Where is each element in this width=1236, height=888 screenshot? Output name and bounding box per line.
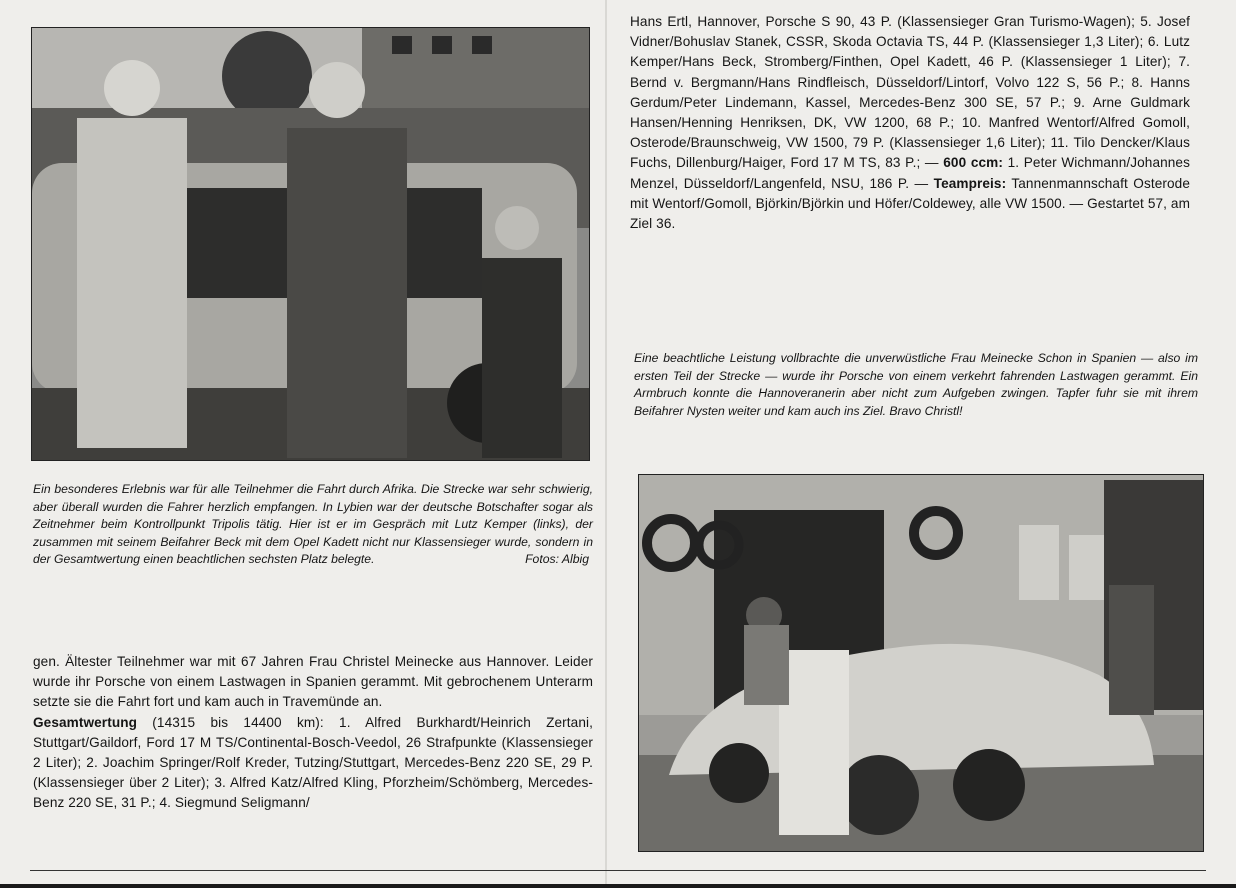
photo-caption-tripolis (33, 481, 593, 569)
team-prize-heading: Teampreis: (933, 175, 1007, 191)
photo-credit: Fotos: Albig (525, 552, 589, 566)
caption-text-meinecke: Eine beachtliche Leistung vollbrachte die unverwüstliche Frau Meinecke Schon in Spanien — also im ersten Teil der Strecke — wurde ihr Porsche von einem verkehrt fahrenden Lastwagen gerammt. Ein Armbruch konnte die Hannoveranerin aber nicht zum Aufgeben zwingen. Tapfer fuhr sie mit ihrem Beifahrer Nysten weiter und kam auch ins Ziel. Bravo Christl! (634, 351, 1198, 418)
bottom-rule (30, 870, 1206, 871)
photo-porsche-garage (638, 474, 1204, 852)
article-column-left (33, 652, 593, 814)
scan-edge (0, 884, 1236, 888)
photo-tripolis-image (32, 28, 589, 460)
photo-caption-meinecke (634, 350, 1198, 420)
page-fold (605, 0, 607, 888)
caption-text: Ein besonderes Erlebnis war für alle Teilnehmer die Fahrt durch Afrika. Die Strecke war sehr schwierig, aber überall wurden die Fahrer herzlich empfangen. In Lybien war der deutsche Botschafter sogar als Zeitnehmer beim Kontrollpunkt Tripolis tätig. Hier ist er im Gespräch mit Lutz Kemper (links), der zusammen mit seinem Beifahrer Beck mit dem Opel Kadett nicht nur Klassensieger wurde, sondern in der Gesamtwertung einen beachtlichen sechsten Platz belegte. (33, 482, 593, 566)
results-heading: Gesamtwertung (33, 714, 138, 730)
team-prize-text: Tannenmannschaft Osterode mit Wentorf/Gomoll, Björkin/Björkin und Höfer/Coldewey, alle VW 1500. — Gestartet 57, am Ziel 36. (630, 175, 1190, 232)
article-column-right (630, 12, 1190, 234)
class-600-text: 1. Peter Wichmann/Johannes Menzel, Düsseldorf/Langenfeld, NSU, 186 P. — (630, 155, 1190, 191)
results-continued: Hans Ertl, Hannover, Porsche S 90, 43 P. (Klassensieger Gran Turismo-Wagen); 5. Josef Vidner/Bohuslav Stanek, CSSR, Skoda Octavia TS, 44 P. (Klassensieger 1,3 Liter); 6. Lutz Kemper/Hans Beck, Stromberg/Finthen, Opel Kadett, 46 P. (Klassensieger 1 Liter); 7. Bernd v. Bergmann/Hans Rindfleisch, Düsseldorf/Lintorf, Volvo 122 S, 56 P.; 8. Hanns Gerdum/Peter Lindemann, Kassel, Mercedes-Benz 300 SE, 57 P.; 9. Arne Guldmark Hansen/Henning Henriksen, DK, VW 1200, 68 P.; 10. Manfred Wentorf/Alfred Gomoll, Osterode/Braunschweig, VW 1500, 79 P. (Klassensieger 1,6 Liter); 11. Tilo Dencker/Klaus Fuchs, Dillenburg/Haiger, Ford 17 M TS, 83 P.; — (630, 14, 1190, 171)
article-intro: gen. Ältester Teilnehmer war mit 67 Jahren Frau Christel Meinecke aus Hannover. Leider wurde ihr Porsche von einem Lastwagen in Spanien gerammt. Mit gebrochenem Unterarm setzte sie die Fahrt fort und kam auch in Travemünde an. (33, 654, 593, 710)
photo-porsche-image (639, 475, 1203, 851)
class-600-heading: 600 ccm: (943, 155, 1003, 171)
photo-tripolis-checkpoint (31, 27, 590, 461)
results-text: (14315 bis 14400 km): 1. Alfred Burkhardt/Heinrich Zertani, Stuttgart/Gaildorf, Ford 17 M TS/Continental-Bosch-Veedol, 26 Strafpunkte (Klassensieger 2 Liter); 2. Joachim Springer/Rolf Kreder, Tutzing/Stuttgart, Mercedes-Benz 220 SE, 29 P. (Klassensieger über 2 Liter); 3. Alfred Katz/Alfred Kling, Pforzheim/Schömberg, Mercedes-Benz 220 SE, 31 P.; 4. Siegmund Seligmann/ (33, 714, 593, 811)
